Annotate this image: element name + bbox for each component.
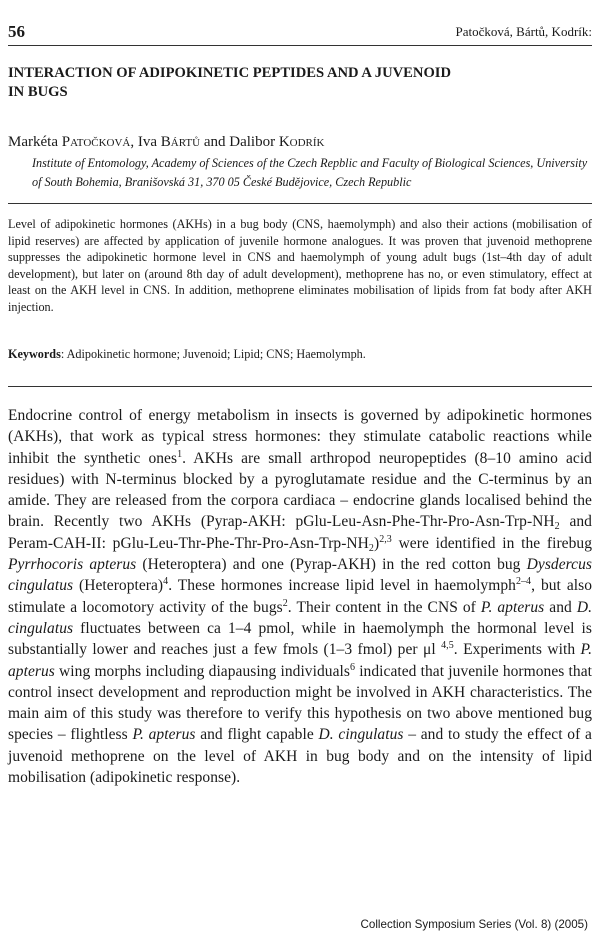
author-1-last: Patočková (61, 134, 131, 150)
page-number: 56 (8, 22, 25, 41)
keywords-list: : Adipokinetic hormone; Juvenoid; Lipid; CNS; Haemolymph. (60, 347, 366, 361)
citation-ref: 2–4 (515, 576, 532, 588)
author-sep-1: , Iva (130, 134, 161, 150)
author-sep-2: and Dalibor (200, 134, 279, 150)
article-title (8, 64, 568, 102)
title-line-1: INTERACTION OF ADIPOKINETIC PEPTIDES AND A JUVENOID (8, 65, 452, 81)
citation-ref: 1 (177, 448, 183, 460)
keywords-line (8, 346, 592, 363)
body-text-segment: – and to study the effect of a juvenoid methoprene on the level of AKH in bug body and on the intensity of lipid mobilisation (adipokinetic response). (8, 726, 592, 787)
running-head: Patočková, Bártů, Kodrík: (455, 24, 592, 39)
body-text-segment: . Their content in the CNS of (287, 598, 481, 616)
body-text-segment: wing morphs including diapausing individuals (54, 662, 350, 680)
body-text-segment: (Heteroptera) (73, 577, 164, 595)
subscript: 2 (368, 542, 374, 554)
citation-ref: 2 (282, 597, 288, 609)
body-text-segment: indicated that juvenile hormones that control insect development and reproduction might be involved in AKH characteristics. The main aim of this study was therefore to verify this hypothesis on two above mentioned bug species – flightless (8, 662, 592, 744)
page-header (8, 22, 592, 42)
author-list (8, 133, 325, 151)
body-text-segment: ) (373, 534, 380, 552)
citation-ref: 2,3 (379, 533, 392, 545)
citation-ref: 4,5 (441, 640, 454, 652)
body-text-segment: . AKHs are small arthropod neuropeptides (8–10 amino acid residues) with N-terminus blocked by a pyroglutamate residue and the C-terminus by an amide. They are released from the corpora cardiaca – endocrine glands localised behind the brain. Recently two AKHs (Pyrap-AKH: pGlu-Leu-Asn-Phe-Thr-Pro-Asn-Trp-NH (8, 449, 592, 531)
species-name: D. cingulatus (8, 598, 592, 637)
abstract-text: Level of adipokinetic hormones (AKHs) in a bug body (CNS, haemolymph) and also their actions (mobilisation of lipid reserves) are affected by application of juvenile hormone analogues. It was proven that juvenoid methoprene suppresses the adipokinetic hormone level in CNS and haemolymph of young adult bugs (1st–4th day of adult development), but later on (around 8th day of adult development), methoprene has no, or even stimulatory, effect at least on the AKH level in CNS. In addition, methoprene eliminates mobilisation of lipids from fat body after AKH injection. (8, 217, 592, 314)
species-name: P. apterus (8, 641, 592, 680)
body-text-segment: Endocrine control of energy metabolism in insects is governed by adipokinetic hormones (AKHs), that work as typical stress hormones: they stimulate catabolic reactions while inhibit the synthetic ones (8, 407, 592, 467)
body-text-segment: , but also stimulate a locomotory activity of the bugs (8, 577, 593, 616)
species-name: D. cingulatus (318, 726, 404, 744)
title-line-2: IN BUGS (8, 84, 68, 100)
body-text-segment: and flight capable (195, 726, 319, 744)
body-text-segment: . Experiments with (453, 641, 581, 659)
citation-ref: 4 (163, 576, 169, 588)
citation-ref: 6 (349, 661, 355, 673)
body-text-segment: fluctuates between ca 1–4 pmol, while in haemolymph the hormonal level is substantially lower and reaches just a few fmols (1–3 fmol) per μl (8, 619, 592, 659)
species-name: P. apterus (480, 598, 545, 616)
header-rule (8, 45, 592, 46)
body-text-segment: and (544, 598, 577, 616)
affiliation: Institute of Entomology, Academy of Sciences of the Czech Repblic and Faculty of Biological Sciences, University of South Bohemia, Branišovská 31, 370 05 České Budějovice, Czech Republic (32, 156, 588, 189)
body-text-segment: . These hormones increase lipid level in haemolymph (168, 577, 516, 595)
author-2-last: Bártů (160, 134, 201, 150)
keywords-label: Keywords (8, 347, 61, 361)
species-name: P. apterus (132, 726, 196, 744)
species-name: Dysdercus cingulatus (8, 556, 592, 595)
body-text-segment: were identified in the firebug (391, 534, 593, 552)
species-name: Pyrrhocoris apterus (8, 556, 137, 574)
author-1-first: Markéta (8, 134, 62, 150)
body-text-segment: and Peram-CAH-II: pGlu-Leu-Thr-Phe-Thr-Pro-Asn-Trp-NH (8, 513, 592, 552)
body-paragraph (8, 405, 592, 788)
body-text-segment: (Heteroptera) and one (Pyrap-AKH) in the red cotton bug (136, 556, 527, 574)
subscript: 2 (554, 521, 560, 533)
author-3-last: Kodrík (278, 134, 325, 150)
page-footer: Collection Symposium Series (Vol. 8) (2005) (360, 918, 588, 931)
